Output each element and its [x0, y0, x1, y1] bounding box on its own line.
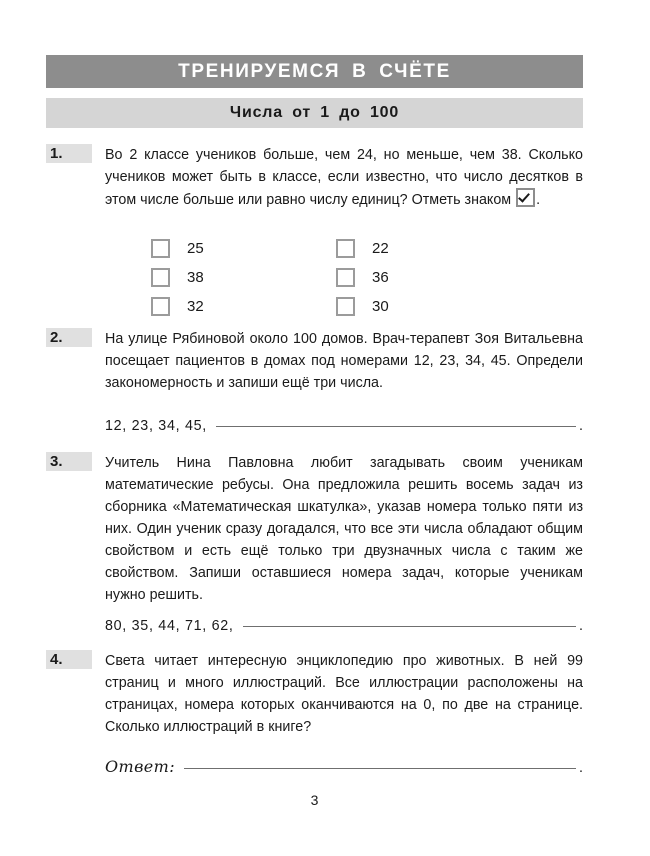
option-row[interactable] — [336, 292, 389, 321]
option-row[interactable] — [151, 234, 204, 263]
task-4-text: Света читает интересную энциклопедию про животных. В ней 99 страниц и много иллюстраций. Все иллюстрации расположены на страницах, номера которых оканчиваются на 0, по две на странице. Сколько иллюстраций в книге? — [105, 653, 583, 735]
task-2-body — [105, 328, 583, 394]
option-row[interactable] — [336, 263, 389, 292]
option-label: 22 — [372, 240, 389, 257]
task-2-answer-line[interactable] — [216, 426, 576, 427]
task-3-answer-row[interactable] — [105, 618, 583, 634]
option-label: 32 — [187, 298, 204, 315]
option-checkbox[interactable] — [151, 297, 170, 316]
task-1-text-part1: Во 2 классе учеников больше, чем 24, но меньше, чем 38. Сколько учеников может быть в классе, если известно, что число десятков в этом числе больше или равно числу единиц? Отметь знаком — [105, 147, 583, 208]
task-3-body — [105, 452, 583, 606]
page-title: ТРЕНИРУЕМСЯ В СЧЁТЕ — [178, 60, 451, 82]
option-checkbox[interactable] — [336, 297, 355, 316]
task-4-answer-period: . — [579, 760, 583, 776]
option-row[interactable] — [336, 234, 389, 263]
option-label: 36 — [372, 269, 389, 286]
page-title-banner — [46, 55, 583, 88]
task-4-number: 4. — [46, 650, 92, 669]
task-4-answer-prefix: Ответ: — [105, 757, 176, 776]
option-row[interactable] — [151, 292, 204, 321]
task-3-number: 3. — [46, 452, 92, 471]
option-label: 25 — [187, 240, 204, 257]
page-subtitle: Числа от 1 до 100 — [229, 104, 400, 121]
task-2-text: На улице Рябиновой около 100 домов. Врач-терапевт Зоя Витальевна посещает пациентов в домах под номерами 12, 23, 34, 45. Определи закономерность и запиши ещё три числа. — [105, 331, 583, 391]
task-4-answer-row[interactable] — [105, 757, 583, 776]
task-3-answer-line[interactable] — [243, 626, 576, 627]
task-2-answer-prefix: 12, 23, 34, 45, — [105, 418, 207, 434]
task-1-options-left-column — [151, 234, 204, 321]
task-1-text — [105, 144, 583, 211]
task-3-answer-prefix: 80, 35, 44, 71, 62, — [105, 618, 234, 634]
option-label: 30 — [372, 298, 389, 315]
option-checkbox[interactable] — [336, 268, 355, 287]
task-1-options-right-column — [336, 234, 389, 321]
task-2-number: 2. — [46, 328, 92, 347]
task-2-answer-period: . — [579, 418, 583, 434]
page-number: 3 — [310, 792, 319, 808]
task-1-number: 1. — [46, 144, 92, 163]
option-checkbox[interactable] — [336, 239, 355, 258]
task-3-answer-period: . — [579, 618, 583, 634]
worksheet-page — [46, 0, 583, 856]
task-3-text: Учитель Нина Павловна любит загадывать своим ученикам математические ребусы. Она предложила решить восемь задач из сборника «Математическая шкатулка», указав номера только пяти из них. Один ученик сразу догадался, что все эти числа обладают общим свойством и есть ещё только три двузначных числа с таким же свойством. Запиши оставшиеся номера задач, которые ученикам нужно решить. — [105, 455, 583, 603]
option-label: 38 — [187, 269, 204, 286]
task-2-answer-row[interactable] — [105, 418, 583, 434]
page-subtitle-banner — [46, 98, 583, 128]
task-4-body — [105, 650, 583, 738]
task-1-text-part2: . — [536, 192, 541, 208]
option-checkbox[interactable] — [151, 239, 170, 258]
task-1-body — [105, 144, 583, 211]
task-4-answer-line[interactable] — [184, 768, 576, 769]
option-row[interactable] — [151, 263, 204, 292]
option-checkbox[interactable] — [151, 268, 170, 287]
checkmark-icon — [516, 188, 535, 207]
